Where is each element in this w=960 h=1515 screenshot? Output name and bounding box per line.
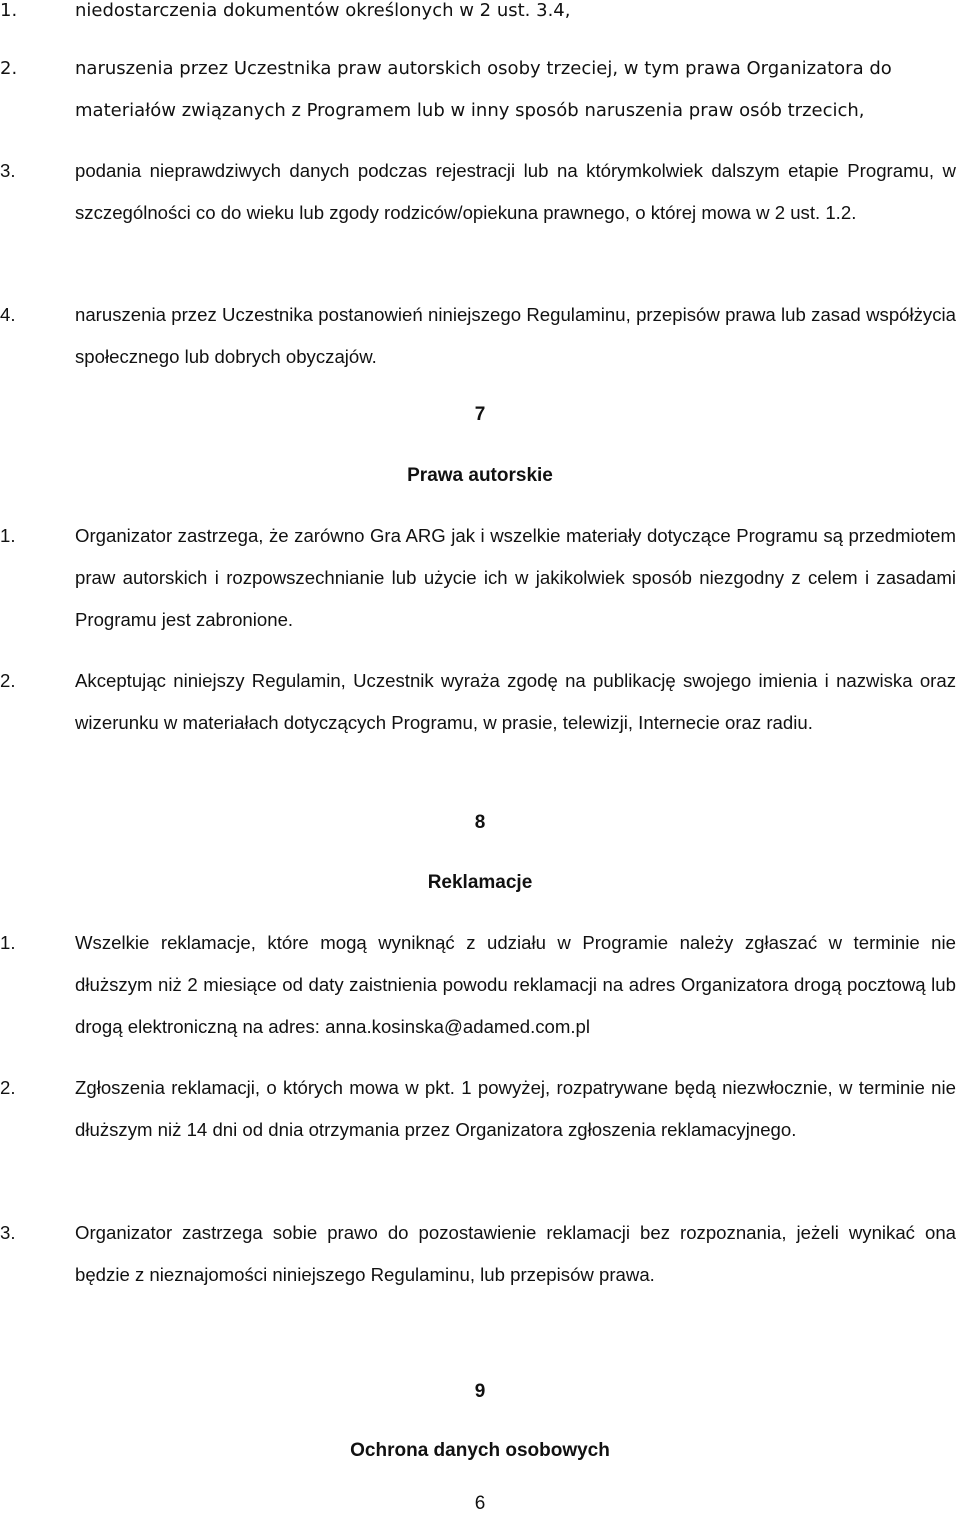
list-item-number: 3. bbox=[0, 1222, 16, 1243]
list-item-text: Zgłoszenia reklamacji, o których mowa w pkt. 1 powyżej, rozpatrywane będą niezwłocznie, w terminie nie dłuższym niż 14 dni od dnia otrzymania przez Organizatora zgłoszenia reklamacyjnego. bbox=[75, 1077, 956, 1140]
section-symbol: 7 bbox=[474, 404, 486, 425]
list-item-number: 2. bbox=[0, 58, 18, 79]
list-item-number: 3. bbox=[0, 160, 16, 181]
section-symbol: 8 bbox=[474, 812, 486, 833]
section-title: Ochrona danych osobowych bbox=[350, 1440, 610, 1461]
list-item-text: niedostarczenia dokumentów określonych w 2 ust. 3.4, bbox=[75, 0, 571, 21]
list-item-text: Organizator zastrzega sobie prawo do pozostawienie reklamacji bez rozpoznania, jeżeli wynikać ona będzie z nieznajomości niniejszego Regulaminu, lub przepisów prawa. bbox=[75, 1222, 956, 1285]
list-item-number: 1. bbox=[0, 0, 18, 21]
list-item-number: 1. bbox=[0, 932, 16, 953]
section-title: Prawa autorskie bbox=[407, 465, 553, 486]
page-number: 6 bbox=[474, 1493, 486, 1514]
list-item-text: Organizator zastrzega, że zarówno Gra ARG jak i wszelkie materiały dotyczące Programu są przedmiotem praw autorskich i rozpowszechnianie lub użycie ich w jakikolwiek sposób niezgodny z celem i zasadami Programu jest zabronione. bbox=[75, 525, 956, 630]
list-item-number: 4. bbox=[0, 304, 16, 325]
list-item-text: Wszelkie reklamacje, które mogą wyniknąć z udziału w Programie należy zgłaszać w terminie nie dłuższym niż 2 miesiące od daty zaistnienia powodu reklamacji na adres Organizatora drogą pocztową lub drogą elektroniczną na adres: anna.kosinska@adamed.com.pl bbox=[75, 932, 956, 1037]
list-item-number: 1. bbox=[0, 525, 16, 546]
list-item-text: naruszenia przez Uczestnika praw autorskich osoby trzeciej, w tym prawa Organizatora do materiałów związanych z Programem lub w inny sposób naruszenia praw osób trzecich, bbox=[75, 58, 892, 121]
section-title: Reklamacje bbox=[427, 872, 533, 893]
list-item-number: 2. bbox=[0, 670, 16, 691]
section-symbol: 9 bbox=[474, 1381, 486, 1402]
list-item-text: podania nieprawdziwych danych podczas rejestracji lub na którymkolwiek dalszym etapie Programu, w szczególności co do wieku lub zgody rodziców/opiekuna prawnego, o której mowa w 2 ust. 1.2. bbox=[75, 160, 956, 223]
list-item-text: Akceptując niniejszy Regulamin, Uczestnik wyraża zgodę na publikację swojego imienia i nazwiska oraz wizerunku w materiałach dotyczących Programu, w prasie, telewizji, Internecie oraz radiu. bbox=[75, 670, 956, 733]
list-item-text: naruszenia przez Uczestnika postanowień niniejszego Regulaminu, przepisów prawa lub zasad współżycia społecznego lub dobrych obyczajów. bbox=[75, 304, 956, 367]
list-item-number: 2. bbox=[0, 1077, 16, 1098]
